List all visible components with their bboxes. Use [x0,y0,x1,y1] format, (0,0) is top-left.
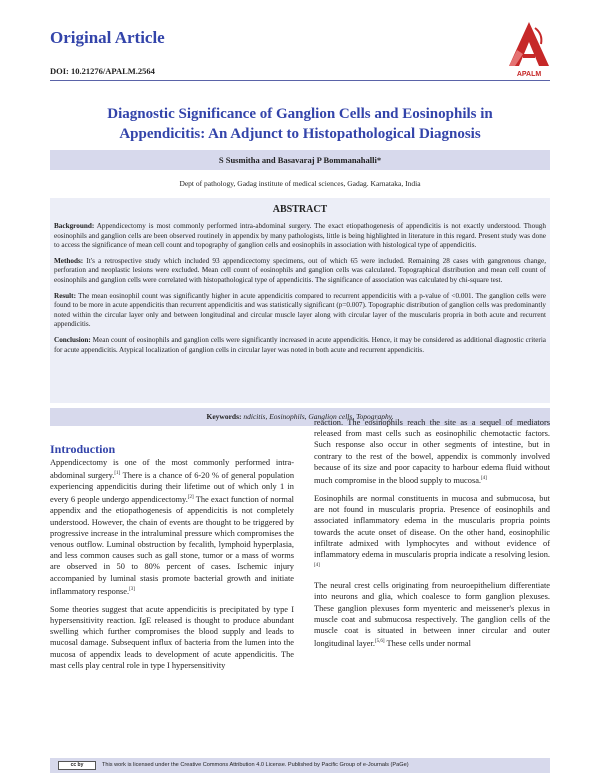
intro-paragraph-2: Some theories suggest that acute appendicitis is precipitated by type I hypersensitivity reaction. IgE released is thought to produce abundant swelling which further compromises the blood supply and leads to mucosal damage. Subsequent influx of bacteria from the lumen into the mucosa of appendix leads to development of acute appendicitis. The mast cells play central role in type I hypersensitivity [50,604,294,670]
license-footer [50,758,550,773]
introduction-heading: Introduction [50,442,116,456]
text-run: These cells under normal [384,639,471,649]
citation: [3] [129,586,135,592]
apalm-logo-icon [505,20,553,70]
doi-text: DOI: 10.21276/APALM.2564 [50,66,155,76]
abstract-heading: ABSTRACT [272,204,328,215]
text-run: The neural crest cells originating from neuroepithelium differentiate into neurons and glia, which coalesce to form ganglion plexuses. These ganglion plexuses form myenteric and meissener's plexus in muscle coat and submucosa respectively. The ganglion cells of the muscle coat is situated in between inner circular and outer longitudinal layer. [314,581,550,649]
citation: [4] [481,476,487,482]
methods-text: It's a retrospective study which included 93 appendicectomy specimens, out of which 65 were included. Remaining 28 cases with gangrenous change, perforation and neoplastic lesions were excluded. Mean cell count of eosinophils and ganglion cells was calculated. Topographical distribution and mean cell count of eosinophils and ganglion cells were correlated with histopathological type of appendicitis. The significance of association was calculated by chi-square test. [54,256,547,284]
citation: [5,6] [374,639,385,645]
citation: [4] [314,563,320,569]
text-run: The exact function of normal appendix and the etiopathogenesis of appendicitis is not completely understood. However, the chain of events are thought to be triggered by progressive increase in the intraluminal pressure which compromises the venous outflow. Luminal obstruction by fecalith, lymphoid hyperplasia, and less common causes such as gall stone, tumor or a mass of worms are observed in 50 to 80% percent of cases. Ischemic injury accompanied by luminal stasis promote bacterial growth and initiate inflammatory response. [50,495,294,596]
abstract-section [50,198,550,403]
background-label: Background: [54,222,95,230]
text-run: Appendicectomy is one of the most commonly performed intra-abdominal surgery. [50,458,294,480]
abstract-conclusion [54,336,546,355]
abstract-result [54,292,546,330]
conclusion-label: Conclusion: [54,335,91,344]
authors: S Susmitha and Basavaraj P Bommanahalli* [50,150,550,170]
abstract-background [54,222,546,251]
intro-paragraph-4 [314,493,550,573]
intro-paragraph-5 [314,580,550,649]
background-text: Appendicectomy is most commonly performed intra-abdominal surgery. The exact etiopathogenesis of appendicitis is not exactly understood. Though eosinophils and ganglion cells are been observed routinely in appendix by many pathologists, little is being highlighted in literature in this regard. Present study was done to access the significance of mean cell count and topography of ganglion cells and eosinophils in association with histological type of appendicitis. [54,222,546,250]
result-text: The mean eosinophil count was significantly higher in acute appendicitis compared to recurrent appendicitis with a p-value of <0.001. The ganglion cells were found to be more in acute appendicitis than recurrent appendicitis and was statistically significant (p=0.007). Topographic distribution of ganglion cells was predominantly noted within the circular layer only and between longitudinal and circular muscle layer along with circular layer of the muscularis propria in both acute and recurrent appendicitis. [54,291,547,329]
abstract-body [54,222,546,361]
article-title: Diagnostic Significance of Ganglion Cells and Eosinophils in Appendicitis: An Adjunct to Histopathological Diagnosis [107,106,493,142]
logo-label: APALM [516,71,542,78]
keywords-text: ndicitis, Eosinophils, Ganglion cells, Topography. [243,412,394,421]
intro-paragraph-1 [50,457,294,597]
article-type-label: Original Article [50,28,165,47]
affiliation: Dept of pathology, Gadag institute of medical sciences, Gadag. Karnataka, India [179,179,421,188]
conclusion-text: Mean count of eosinophils and ganglion cells were significantly increased in acute appendicitis. Hence, it may be considered as additional diagnostic criteria for acute appendicitis. Atypical localization of ganglion cells in circular layer was noted in both acute and recurrent appendicitis. [54,335,547,354]
methods-label: Methods: [54,256,84,265]
journal-logo [505,20,553,78]
left-column [50,457,294,678]
text-run: There is a chance of 6-20 % of general population experiencing appendicitis during their lifetime out of which only 1 in every 6 people undergo appendicectomy. [50,471,295,505]
abstract-methods [54,257,546,286]
header-divider [50,80,550,81]
citation: [2] [187,495,194,501]
result-label: Result: [54,291,76,300]
intro-paragraph-3 [314,417,550,486]
right-column [314,417,550,656]
citation: [1] [114,471,121,477]
text-run: reaction. The eosinophils reach the site as a sequel of mediators released from mast cells such as eosinophilic chemotactic factors. Such response also occur in other segments of intestine, but in contrary to the rest of the bowel, appendix is commonly involved because of its size and poor capacity to harbour edema fluid without much compromise in the blood supply to mucosa. [314,418,550,485]
license-text: This work is licensed under the Creative Commons Attribution 4.0 License. Published by Pacific Group of e-Journals (PaGe) [102,762,409,768]
keywords-label: Keywords: [206,412,242,421]
text-run: Eosinophils are normal constituents in mucosa and submucosa, but are not found in muscularis propria. Presence of eosinophils and associated inflammatory edema in the muscularis propria points towards the acute onset of disease. On the other hand, eosinophilic infiltrate admixed with lymphocytes and without evidence of inflammatory edema in muscularis propria indicate a resolving lesion. [314,494,550,560]
cc-license-icon[interactable]: cc by [58,761,96,770]
